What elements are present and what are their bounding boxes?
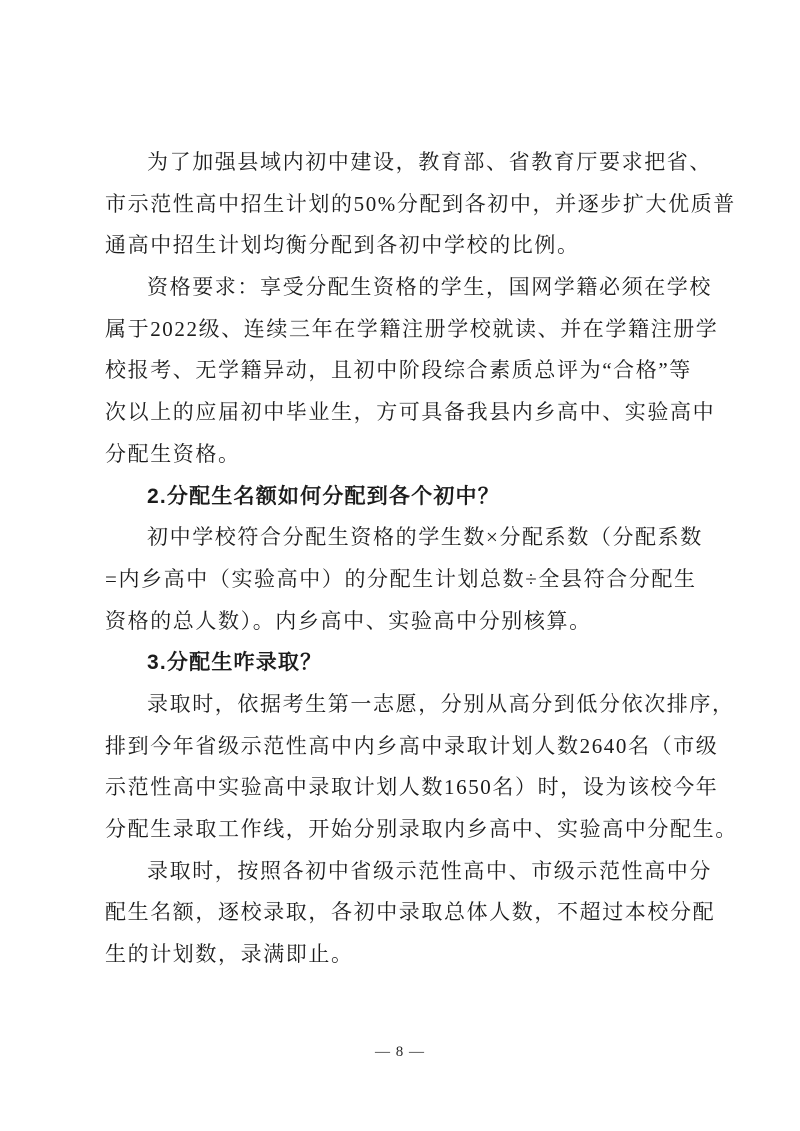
section-heading: 2.分配生名额如何分配到各个初中？ — [147, 484, 500, 508]
text-line: =内乡高中（实验高中）的分配生计划总数÷全县符合分配生 — [105, 566, 697, 591]
text-line: 资格要求：享受分配生资格的学生，国网学籍必须在学校 — [147, 275, 712, 300]
text-line: 配生名额，逐校录取，各初中录取总体人数，不超过本校分配 — [105, 900, 716, 925]
text-line: 属于2022级、连续三年在学籍注册学校就读、并在学籍注册学 — [105, 316, 719, 341]
text-line: 分配生录取工作线，开始分别录取内乡高中、实验高中分配生。 — [105, 817, 738, 841]
section-heading: 3.分配生咋录取？ — [147, 651, 323, 675]
text-line: 录取时，按照各初中省级示范性高中、市级示范性高中分 — [147, 858, 712, 883]
text-line: 示范性高中实验高中录取计划人数1650名）时，设为该校今年 — [105, 775, 719, 800]
text-line: 生的计划数，录满即止。 — [105, 942, 354, 967]
text-line: 排到今年省级示范性高中内乡高中录取计划人数2640名（市级 — [105, 733, 719, 758]
text-line: 次以上的应届初中毕业生，方可具备我县内乡高中、实验高中 — [105, 400, 716, 425]
text-line: 初中学校符合分配生资格的学生数×分配系数（分配系数 — [147, 525, 703, 550]
text-line: 市示范性高中招生计划的50%分配到各初中，并逐步扩大优质普 — [105, 191, 736, 216]
text-line: 录取时，依据考生第一志愿，分别从高分到低分依次排序， — [147, 691, 735, 716]
text-line: 为了加强县域内初中建设，教育部、省教育厅要求把省、 — [147, 150, 712, 174]
page-number: — 8 — — [375, 1044, 425, 1060]
document-content — [105, 142, 738, 976]
text-line: 分配生资格。 — [105, 441, 241, 466]
text-line: 校报考、无学籍异动，且初中阶段综合素质总评为“合格”等 — [105, 358, 692, 383]
text-line: 通高中招生计划均衡分配到各初中学校的比例。 — [105, 233, 580, 258]
text-line: 资格的总人数）。内乡高中、实验高中分别核算。 — [105, 608, 592, 633]
